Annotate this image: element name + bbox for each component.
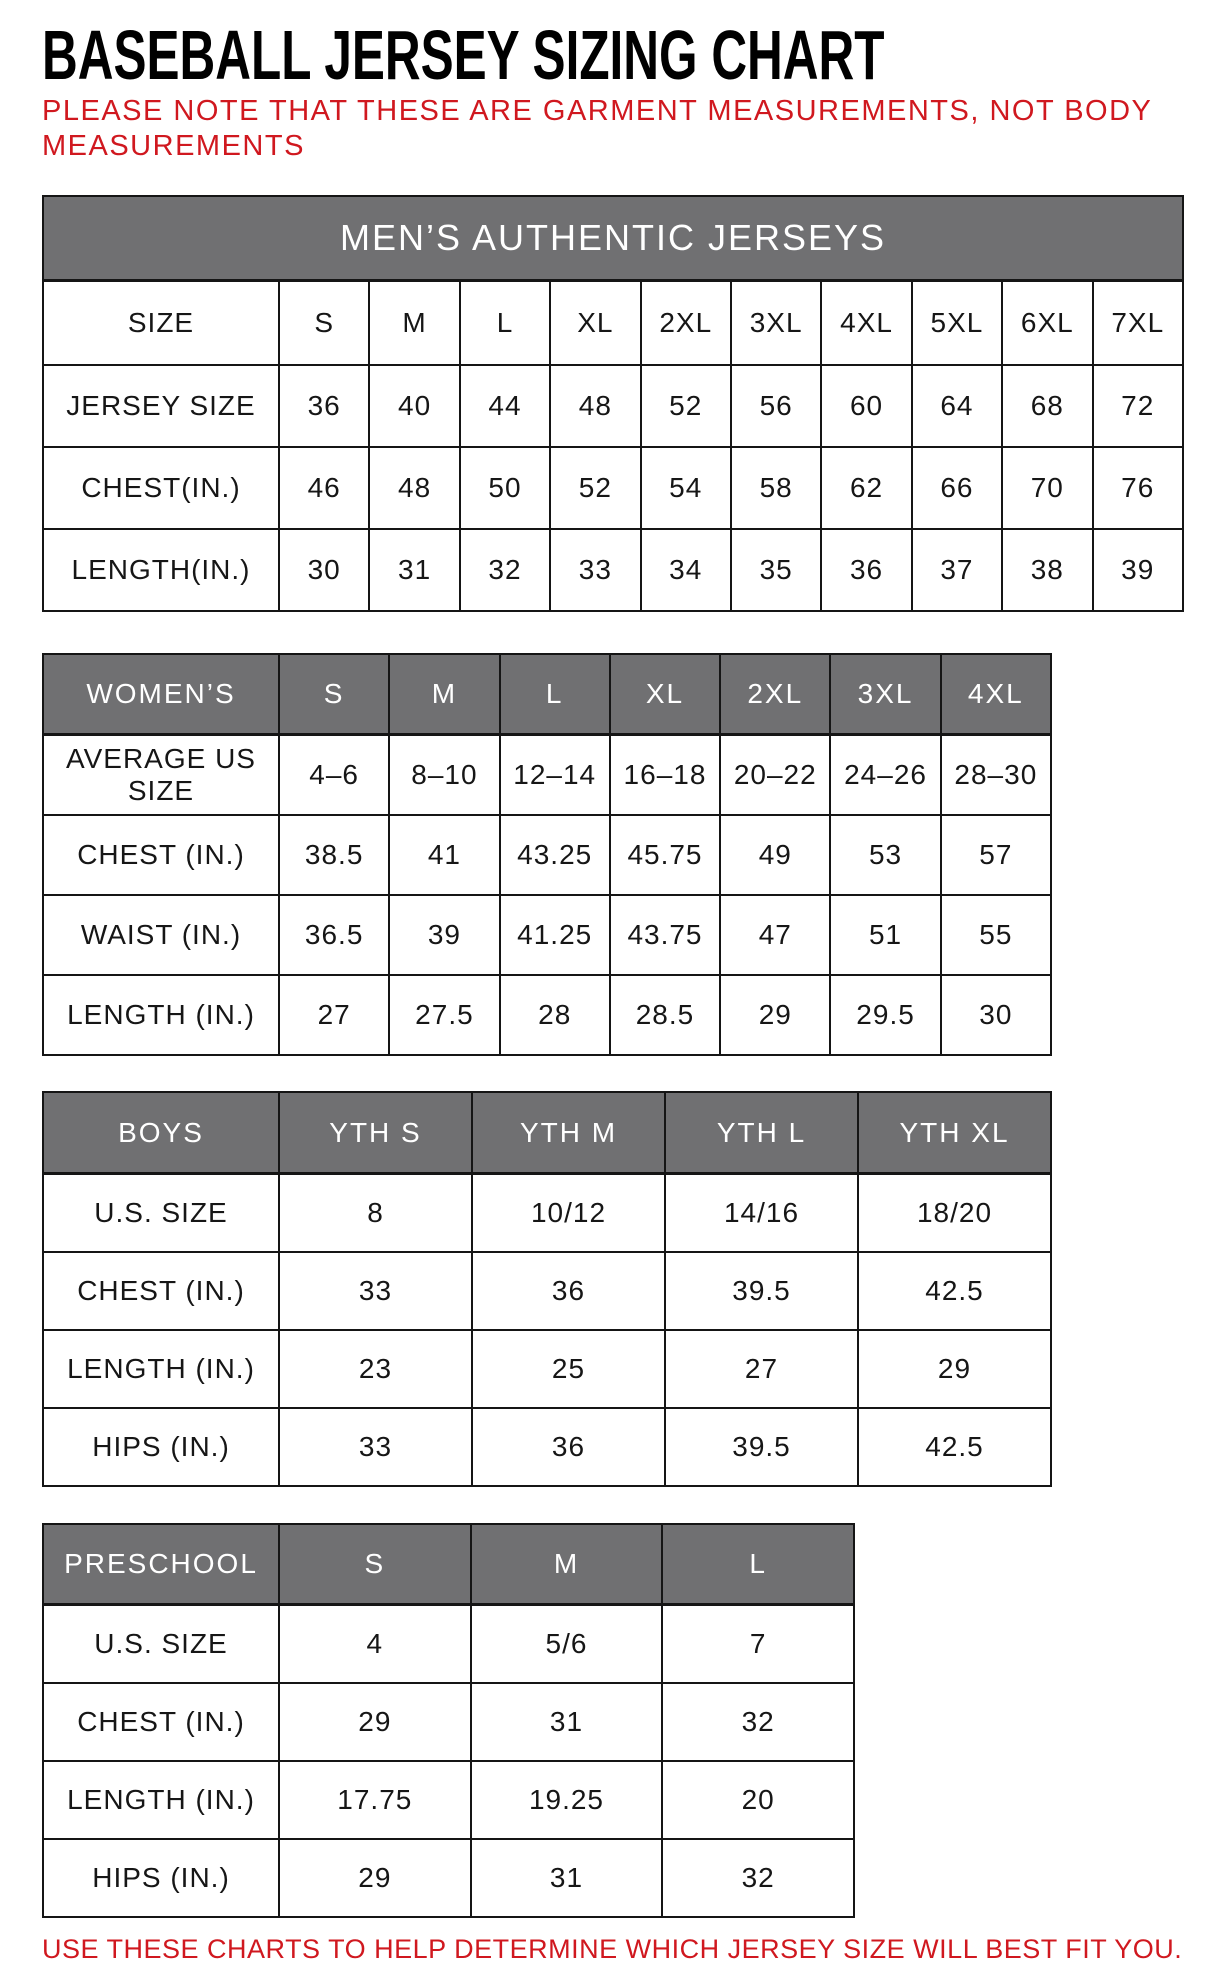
preschool-sizing-table (42, 1523, 855, 1918)
womens-table-section (42, 653, 1220, 1056)
value-cell: 25 (472, 1330, 665, 1408)
value-cell: 66 (912, 447, 1002, 529)
value-cell: 52 (641, 365, 731, 447)
value-cell: 27 (665, 1330, 858, 1408)
column-header: XL (550, 281, 640, 365)
column-header: 3XL (731, 281, 821, 365)
column-header: L (460, 281, 550, 365)
value-cell: 36.5 (279, 895, 389, 975)
value-cell: 39.5 (665, 1252, 858, 1330)
value-cell: 70 (1002, 447, 1092, 529)
column-header: S (279, 654, 389, 735)
value-cell: 17.75 (279, 1761, 471, 1839)
value-cell: 36 (821, 529, 911, 611)
sizing-footer: USE THESE CHARTS TO HELP DETERMINE WHICH JERSEY SIZE WILL BEST FIT YOU. (42, 1933, 1183, 1964)
column-header: S (279, 1524, 471, 1605)
column-header: S (279, 281, 369, 365)
row-label: HIPS (IN.) (43, 1408, 279, 1486)
value-cell: 60 (821, 365, 911, 447)
column-header: YTH S (279, 1092, 472, 1174)
table-title-band: WOMEN’S (43, 654, 279, 735)
column-header: L (500, 654, 610, 735)
table-title-band: MEN’S AUTHENTIC JERSEYS (43, 196, 1183, 281)
column-header: 2XL (641, 281, 731, 365)
row-label: U.S. SIZE (43, 1605, 279, 1683)
value-cell: 32 (662, 1839, 854, 1917)
value-cell: 41 (389, 815, 499, 895)
value-cell: 12–14 (500, 735, 610, 815)
value-cell: 40 (369, 365, 459, 447)
row-label: LENGTH(IN.) (43, 529, 279, 611)
value-cell: 52 (550, 447, 640, 529)
row-label: LENGTH (IN.) (43, 1330, 279, 1408)
value-cell: 33 (279, 1408, 472, 1486)
value-cell: 24–26 (830, 735, 940, 815)
value-cell: 10/12 (472, 1174, 665, 1252)
value-cell: 41.25 (500, 895, 610, 975)
value-cell: 35 (731, 529, 821, 611)
row-label: JERSEY SIZE (43, 365, 279, 447)
value-cell: 38 (1002, 529, 1092, 611)
value-cell: 18/20 (858, 1174, 1051, 1252)
value-cell: 28.5 (610, 975, 720, 1055)
column-header: L (662, 1524, 854, 1605)
value-cell: 48 (550, 365, 640, 447)
value-cell: 39.5 (665, 1408, 858, 1486)
row-label: CHEST (IN.) (43, 1683, 279, 1761)
value-cell: 36 (472, 1408, 665, 1486)
value-cell: 29 (720, 975, 830, 1055)
womens-sizing-table (42, 653, 1052, 1056)
value-cell: 4–6 (279, 735, 389, 815)
value-cell: 31 (369, 529, 459, 611)
value-cell: 23 (279, 1330, 472, 1408)
value-cell: 53 (830, 815, 940, 895)
value-cell: 49 (720, 815, 830, 895)
value-cell: 44 (460, 365, 550, 447)
value-cell: 33 (550, 529, 640, 611)
value-cell: 29 (279, 1683, 471, 1761)
value-cell: 38.5 (279, 815, 389, 895)
value-cell: 33 (279, 1252, 472, 1330)
boys-sizing-table (42, 1091, 1052, 1487)
value-cell: 28 (500, 975, 610, 1055)
value-cell: 47 (720, 895, 830, 975)
value-cell: 56 (731, 365, 821, 447)
row-label: HIPS (IN.) (43, 1839, 279, 1917)
row-label: CHEST (IN.) (43, 815, 279, 895)
value-cell: 29 (858, 1330, 1051, 1408)
size-row-label: SIZE (43, 281, 279, 365)
boys-table-section (42, 1091, 1220, 1487)
value-cell: 14/16 (665, 1174, 858, 1252)
row-label: AVERAGE US SIZE (43, 735, 279, 815)
value-cell: 64 (912, 365, 1002, 447)
value-cell: 58 (731, 447, 821, 529)
value-cell: 8 (279, 1174, 472, 1252)
value-cell: 68 (1002, 365, 1092, 447)
column-header: XL (610, 654, 720, 735)
column-header: YTH XL (858, 1092, 1051, 1174)
column-header: 3XL (830, 654, 940, 735)
value-cell: 36 (279, 365, 369, 447)
value-cell: 51 (830, 895, 940, 975)
column-header: 6XL (1002, 281, 1092, 365)
value-cell: 32 (662, 1683, 854, 1761)
value-cell: 55 (941, 895, 1051, 975)
value-cell: 20–22 (720, 735, 830, 815)
value-cell: 48 (369, 447, 459, 529)
value-cell: 62 (821, 447, 911, 529)
column-header: YTH L (665, 1092, 858, 1174)
value-cell: 32 (460, 529, 550, 611)
value-cell: 39 (389, 895, 499, 975)
value-cell: 76 (1093, 447, 1183, 529)
value-cell: 54 (641, 447, 731, 529)
value-cell: 46 (279, 447, 369, 529)
column-header: 4XL (941, 654, 1051, 735)
value-cell: 45.75 (610, 815, 720, 895)
table-title-band: BOYS (43, 1092, 279, 1174)
row-label: LENGTH (IN.) (43, 1761, 279, 1839)
value-cell: 31 (471, 1839, 663, 1917)
value-cell: 20 (662, 1761, 854, 1839)
column-header: 5XL (912, 281, 1002, 365)
value-cell: 7 (662, 1605, 854, 1683)
value-cell: 50 (460, 447, 550, 529)
mens-table-section (42, 195, 1220, 612)
value-cell: 8–10 (389, 735, 499, 815)
value-cell: 5/6 (471, 1605, 663, 1683)
preschool-table-section (42, 1523, 1220, 1918)
column-header: M (389, 654, 499, 735)
value-cell: 72 (1093, 365, 1183, 447)
value-cell: 28–30 (941, 735, 1051, 815)
column-header: YTH M (472, 1092, 665, 1174)
value-cell: 34 (641, 529, 731, 611)
value-cell: 30 (279, 529, 369, 611)
value-cell: 27 (279, 975, 389, 1055)
value-cell: 4 (279, 1605, 471, 1683)
value-cell: 29.5 (830, 975, 940, 1055)
row-label: CHEST (IN.) (43, 1252, 279, 1330)
page-title: BASEBALL JERSEY SIZING CHART (42, 15, 885, 94)
table-title-band: PRESCHOOL (43, 1524, 279, 1605)
row-label: U.S. SIZE (43, 1174, 279, 1252)
value-cell: 43.75 (610, 895, 720, 975)
garment-measurements-note: PLEASE NOTE THAT THESE ARE GARMENT MEASUREMENTS, NOT BODY MEASUREMENTS (42, 95, 1152, 163)
value-cell: 39 (1093, 529, 1183, 611)
value-cell: 19.25 (471, 1761, 663, 1839)
value-cell: 43.25 (500, 815, 610, 895)
value-cell: 42.5 (858, 1252, 1051, 1330)
column-header: M (369, 281, 459, 365)
value-cell: 16–18 (610, 735, 720, 815)
mens-sizing-table (42, 195, 1184, 612)
column-header: M (471, 1524, 663, 1605)
value-cell: 27.5 (389, 975, 499, 1055)
column-header: 4XL (821, 281, 911, 365)
row-label: WAIST (IN.) (43, 895, 279, 975)
column-header: 7XL (1093, 281, 1183, 365)
value-cell: 30 (941, 975, 1051, 1055)
value-cell: 42.5 (858, 1408, 1051, 1486)
column-header: 2XL (720, 654, 830, 735)
row-label: CHEST(IN.) (43, 447, 279, 529)
value-cell: 37 (912, 529, 1002, 611)
value-cell: 57 (941, 815, 1051, 895)
value-cell: 29 (279, 1839, 471, 1917)
row-label: LENGTH (IN.) (43, 975, 279, 1055)
value-cell: 36 (472, 1252, 665, 1330)
value-cell: 31 (471, 1683, 663, 1761)
